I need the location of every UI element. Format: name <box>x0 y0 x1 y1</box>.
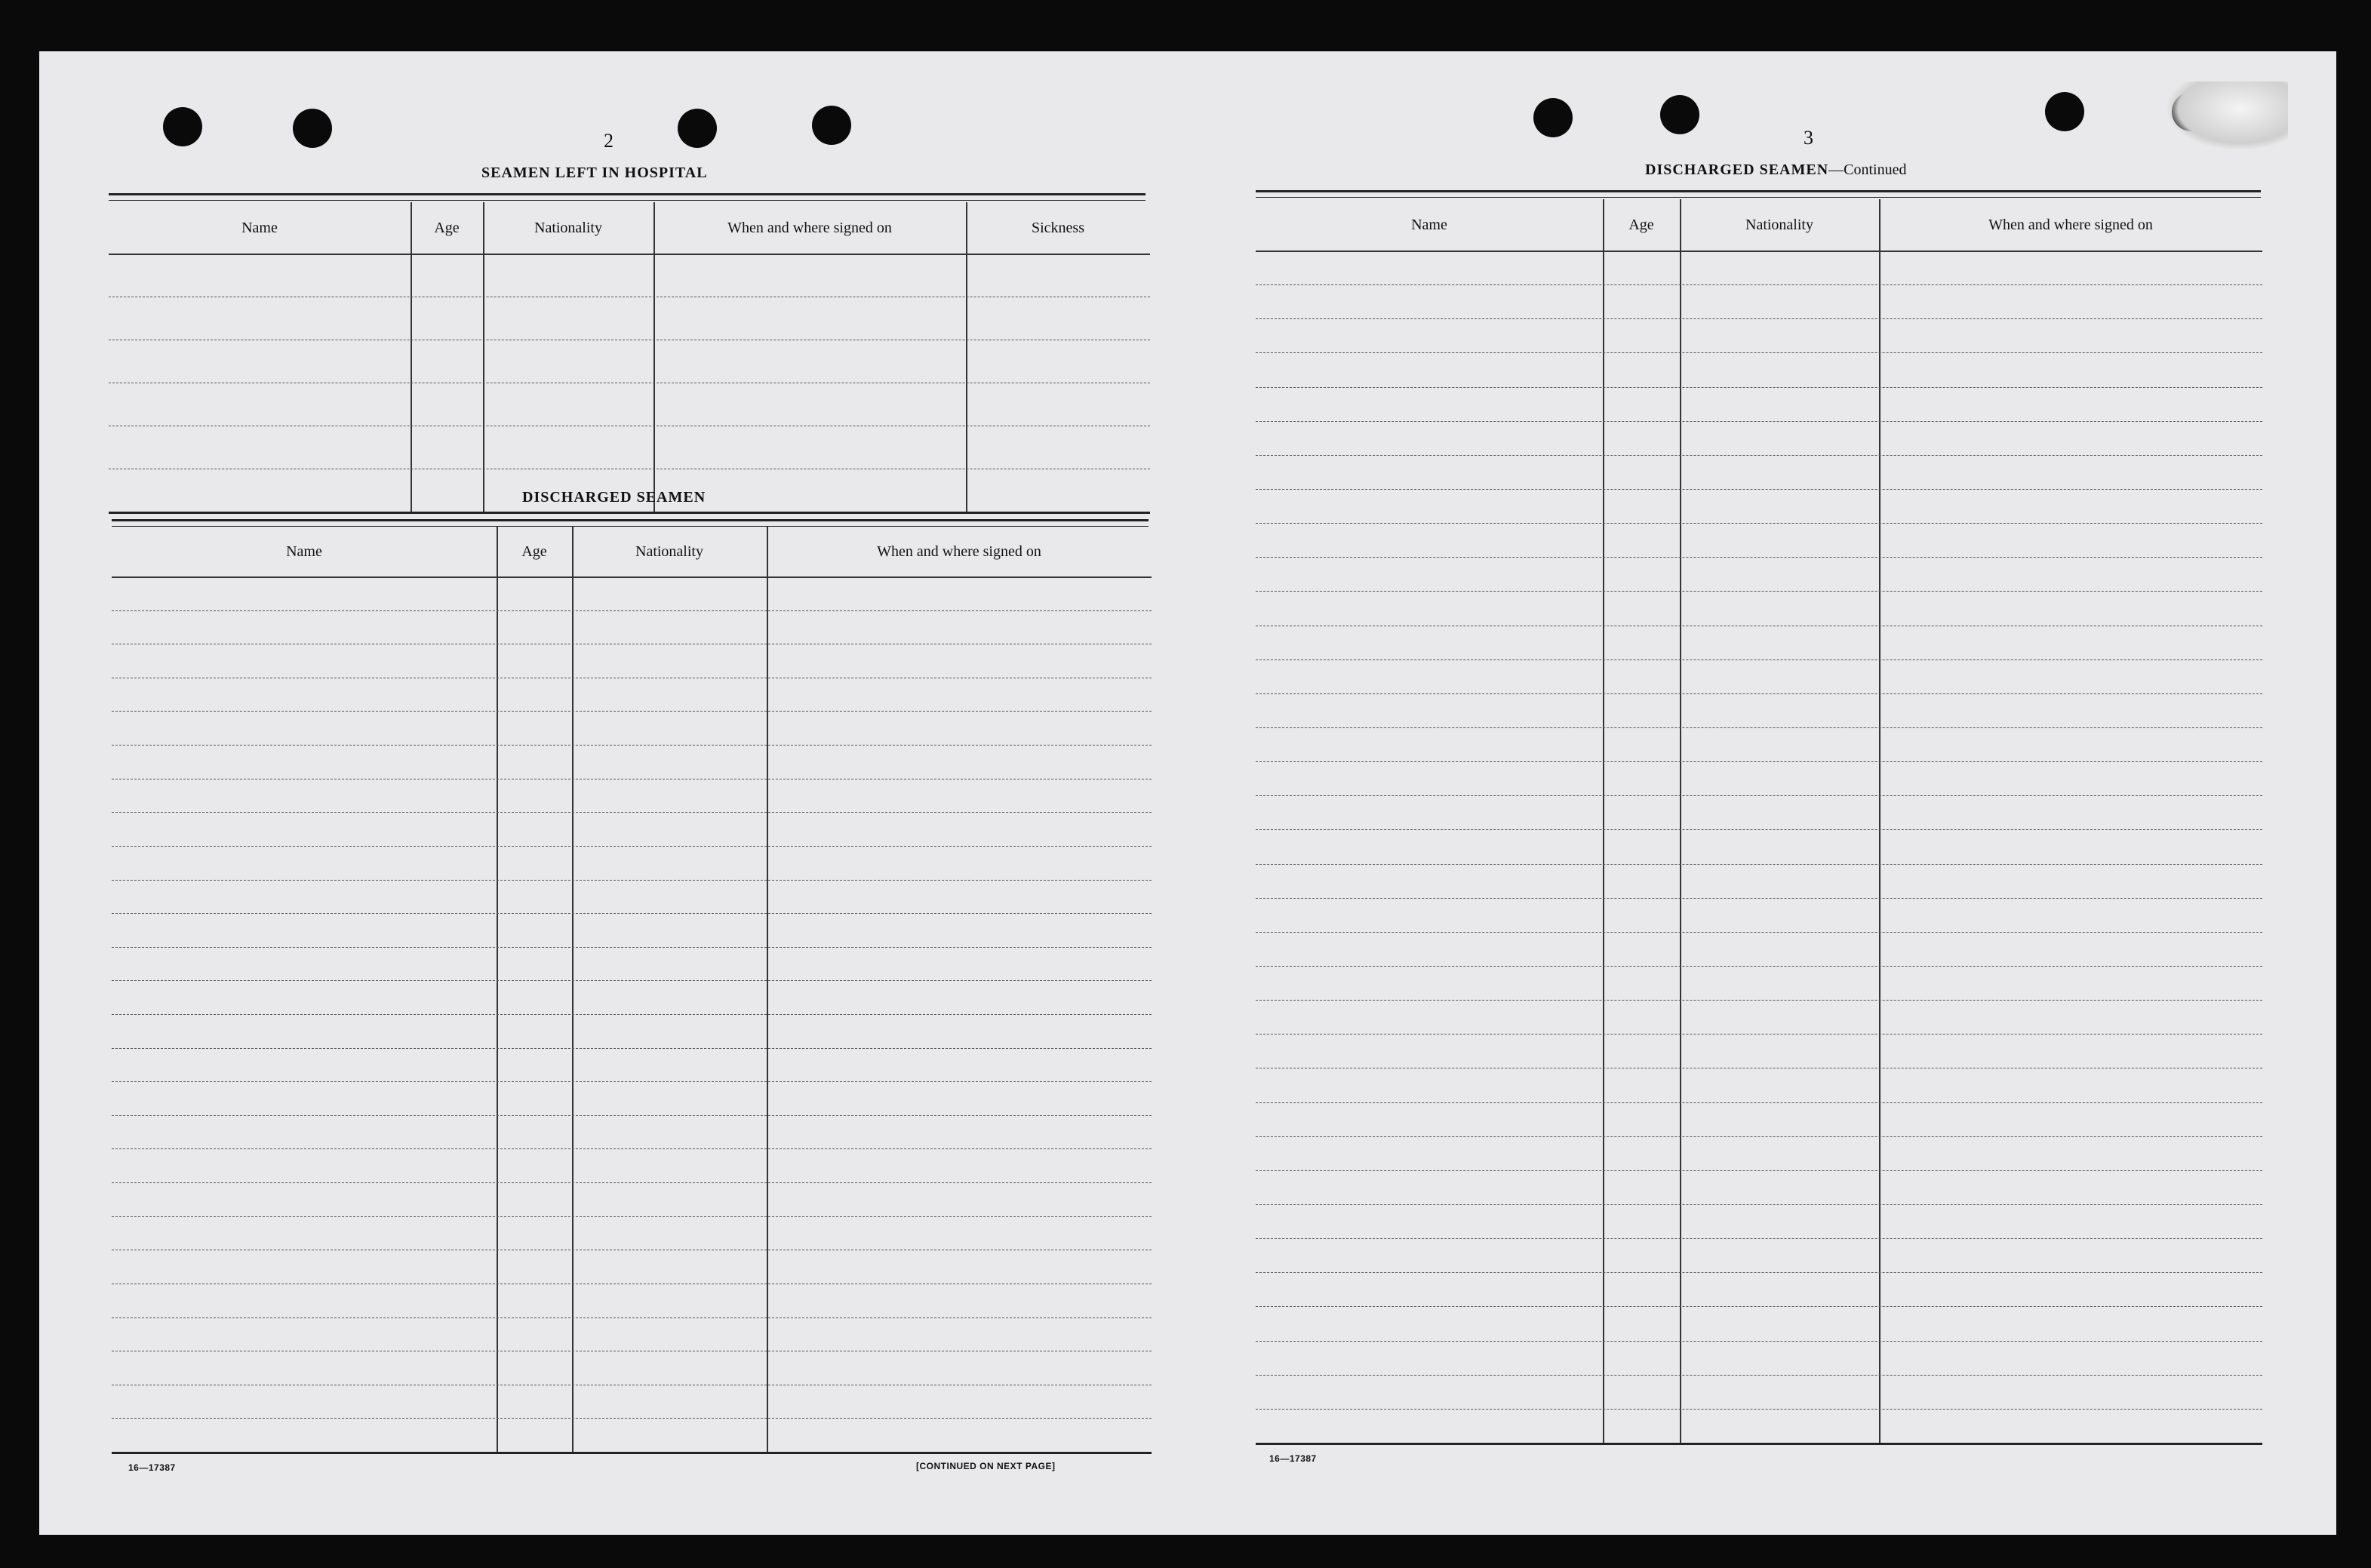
continued-row-line <box>1256 1306 2262 1307</box>
continued-row-line <box>1256 1034 2262 1035</box>
continued-row-line <box>1256 318 2262 319</box>
continued-row-line <box>1256 727 2262 728</box>
discharged-row-line <box>112 880 1152 881</box>
column-divider <box>411 202 412 512</box>
discharged-title-rule <box>112 519 1149 527</box>
column-header-nationality: Nationality <box>635 543 703 560</box>
left-page <box>39 51 1186 1535</box>
continued-row-line <box>1256 693 2262 694</box>
column-divider <box>572 527 574 1452</box>
continued-row-line <box>1256 352 2262 353</box>
column-header-name: Name <box>241 219 278 236</box>
form-number: 16—17387 <box>1269 1453 1317 1464</box>
continued-row-line <box>1256 1272 2262 1273</box>
continued-row-line <box>1256 1341 2262 1342</box>
discharged-row-line <box>112 711 1152 712</box>
discharged-row-line <box>112 1182 1152 1183</box>
discharged-row-line <box>112 745 1152 746</box>
discharged-row-line <box>112 1317 1152 1318</box>
continued-row-line <box>1256 966 2262 967</box>
table-bottom-rule <box>1256 1443 2262 1445</box>
discharged-continued-title-main: DISCHARGED SEAMEN <box>1645 161 1829 178</box>
page-number: 2 <box>604 130 614 152</box>
continued-row-line <box>1256 1375 2262 1376</box>
continued-row-line <box>1256 1238 2262 1239</box>
continued-row-line <box>1256 557 2262 558</box>
column-divider <box>966 202 967 512</box>
discharged-row-line <box>112 1216 1152 1217</box>
column-header-name: Name <box>286 543 322 560</box>
discharged-row-line <box>112 1048 1152 1049</box>
continued-row-line <box>1256 761 2262 762</box>
right-page <box>1216 51 2336 1535</box>
continued-row-line <box>1256 864 2262 865</box>
discharged-row-line <box>112 947 1152 948</box>
column-header-nationality: Nationality <box>1745 216 1813 233</box>
column-header-when-and-where-signed-on: When and where signed on <box>1988 216 2153 233</box>
hospital-section-title: SEAMEN LEFT IN HOSPITAL <box>481 164 708 181</box>
discharged-row-line <box>112 1081 1152 1082</box>
table-header <box>112 527 1152 578</box>
column-header-nationality: Nationality <box>534 219 602 236</box>
column-divider <box>1680 199 1681 1443</box>
continued-row-line <box>1256 659 2262 660</box>
hospital-table <box>109 202 1150 515</box>
column-header-when-and-where-signed-on: When and where signed on <box>727 219 892 236</box>
column-header-when-and-where-signed-on: When and where signed on <box>877 543 1041 560</box>
continued-row-line <box>1256 1136 2262 1137</box>
column-header-sickness: Sickness <box>1032 219 1084 236</box>
column-divider <box>483 202 484 512</box>
continued-row-line <box>1256 455 2262 456</box>
continued-row-line <box>1256 1204 2262 1205</box>
discharged-row-line <box>112 1418 1152 1419</box>
continued-row-line <box>1256 1409 2262 1410</box>
discharged-row-line <box>112 913 1152 914</box>
continued-row-line <box>1256 421 2262 422</box>
table-header <box>1256 199 2262 252</box>
table-header <box>109 202 1150 255</box>
table-bottom-rule <box>112 1452 1152 1454</box>
continued-row-line <box>1256 489 2262 490</box>
continued-note: [CONTINUED ON NEXT PAGE] <box>916 1461 1056 1471</box>
continued-row-line <box>1256 591 2262 592</box>
discharged-row-line <box>112 610 1152 611</box>
column-header-name: Name <box>1411 216 1447 233</box>
discharged-row-line <box>112 846 1152 847</box>
discharged-row-line <box>112 1148 1152 1149</box>
discharged-section-title: DISCHARGED SEAMEN <box>522 489 706 506</box>
hospital-title-rule <box>109 193 1146 201</box>
continued-row-line <box>1256 387 2262 388</box>
column-divider <box>1603 199 1604 1443</box>
discharged-row-line <box>112 980 1152 981</box>
continued-row-line <box>1256 898 2262 899</box>
continued-suffix: —Continued <box>1828 161 1907 178</box>
continued-row-line <box>1256 932 2262 933</box>
continued-row-line <box>1256 284 2262 285</box>
continued-row-line <box>1256 523 2262 524</box>
column-header-age: Age <box>521 543 547 560</box>
discharged-row-line <box>112 812 1152 813</box>
discharged-row-line <box>112 1014 1152 1015</box>
form-number: 16—17387 <box>128 1462 176 1473</box>
column-divider <box>497 527 498 1452</box>
column-header-age: Age <box>434 219 460 236</box>
continued-title-rule <box>1256 190 2261 198</box>
column-divider <box>767 527 768 1452</box>
discharged-continued-title <box>1645 161 1907 179</box>
continued-row-line <box>1256 1102 2262 1103</box>
column-divider <box>1879 199 1881 1443</box>
discharged-table <box>112 527 1152 1456</box>
page-number: 3 <box>1804 127 1813 149</box>
continued-row-line <box>1256 829 2262 830</box>
table-bottom-rule <box>109 512 1150 514</box>
continued-row-line <box>1256 1000 2262 1001</box>
discharged-row-line <box>112 1115 1152 1116</box>
column-divider <box>653 202 655 512</box>
discharged-continued-table <box>1256 199 2262 1444</box>
document-sheet <box>39 51 2336 1535</box>
continued-row-line <box>1256 795 2262 796</box>
continued-row-line <box>1256 1170 2262 1171</box>
column-header-age: Age <box>1628 216 1654 233</box>
